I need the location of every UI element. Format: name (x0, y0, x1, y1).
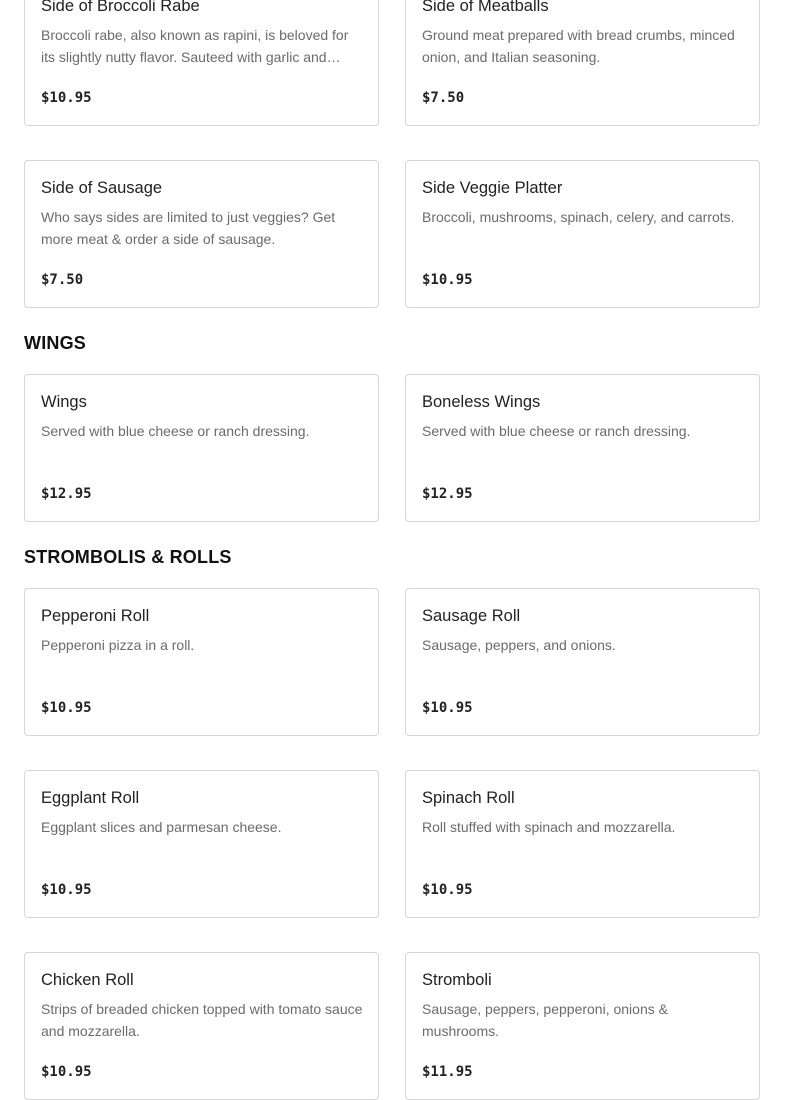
item-name: Chicken Roll (41, 971, 134, 989)
item-price: $11.95 (422, 1064, 473, 1080)
item-name: Side of Sausage (41, 179, 163, 197)
section-title-wings: WINGS (24, 333, 86, 353)
item-name: Side Veggie Platter (422, 179, 563, 197)
section-title-strombolis-rolls: STROMBOLIS & ROLLS (24, 547, 232, 567)
item-description: Eggplant slices and parmesan cheese. (41, 819, 282, 835)
item-price: $10.95 (41, 882, 92, 898)
item-name: Boneless Wings (422, 393, 541, 411)
menu-item-card[interactable] (24, 770, 379, 918)
menu-item-card[interactable] (24, 374, 379, 522)
item-price: $10.95 (41, 1064, 92, 1080)
item-price: $7.50 (422, 90, 465, 106)
menu-item-card[interactable] (405, 770, 760, 918)
item-name: Wings (41, 393, 87, 411)
item-name: Eggplant Roll (41, 789, 140, 807)
item-price: $10.95 (41, 90, 92, 106)
item-price: $10.95 (422, 700, 473, 716)
item-price: $12.95 (41, 486, 92, 502)
item-name: Sausage Roll (422, 607, 521, 625)
item-name: Pepperoni Roll (41, 607, 150, 625)
item-description: Strips of breaded chicken topped with tomato sauce and mozzarella. (41, 1001, 363, 1039)
item-name: Stromboli (422, 971, 492, 989)
item-name: Spinach Roll (422, 789, 515, 807)
menu-item-card[interactable] (405, 374, 760, 522)
menu-item-card[interactable] (405, 952, 760, 1100)
item-description: Served with blue cheese or ranch dressing. (422, 423, 691, 439)
item-description: Sausage, peppers, and onions. (422, 637, 616, 653)
item-description: Served with blue cheese or ranch dressing. (41, 423, 310, 439)
item-description: Ground meat prepared with bread crumbs, minced onion, and Italian seasoning. (422, 27, 735, 65)
item-name: Side of Meatballs (422, 0, 549, 15)
item-price: $7.50 (41, 272, 84, 288)
item-price: $12.95 (422, 486, 473, 502)
item-price: $10.95 (422, 882, 473, 898)
menu-item-card[interactable] (24, 0, 379, 126)
item-description: Broccoli rabe, also known as rapini, is beloved for its slightly nutty flavor. Sauteed with garlic and… (41, 27, 349, 65)
item-price: $10.95 (41, 700, 92, 716)
item-description: Sausage, peppers, pepperoni, onions & mushrooms. (422, 1001, 668, 1039)
item-description: Broccoli, mushrooms, spinach, celery, and carrots. (422, 209, 735, 225)
menu-item-card[interactable] (24, 160, 379, 308)
menu-item-card[interactable] (405, 160, 760, 308)
item-description: Pepperoni pizza in a roll. (41, 637, 195, 653)
menu-item-card[interactable] (405, 0, 760, 126)
item-name: Side of Broccoli Rabe (41, 0, 200, 15)
menu-item-card[interactable] (24, 952, 379, 1100)
item-price: $10.95 (422, 272, 473, 288)
menu-item-card[interactable] (24, 588, 379, 736)
item-description: Who says sides are limited to just veggies? Get more meat & order a side of sausage. (41, 209, 336, 247)
menu-item-card[interactable] (405, 588, 760, 736)
item-description: Roll stuffed with spinach and mozzarella. (422, 819, 676, 835)
